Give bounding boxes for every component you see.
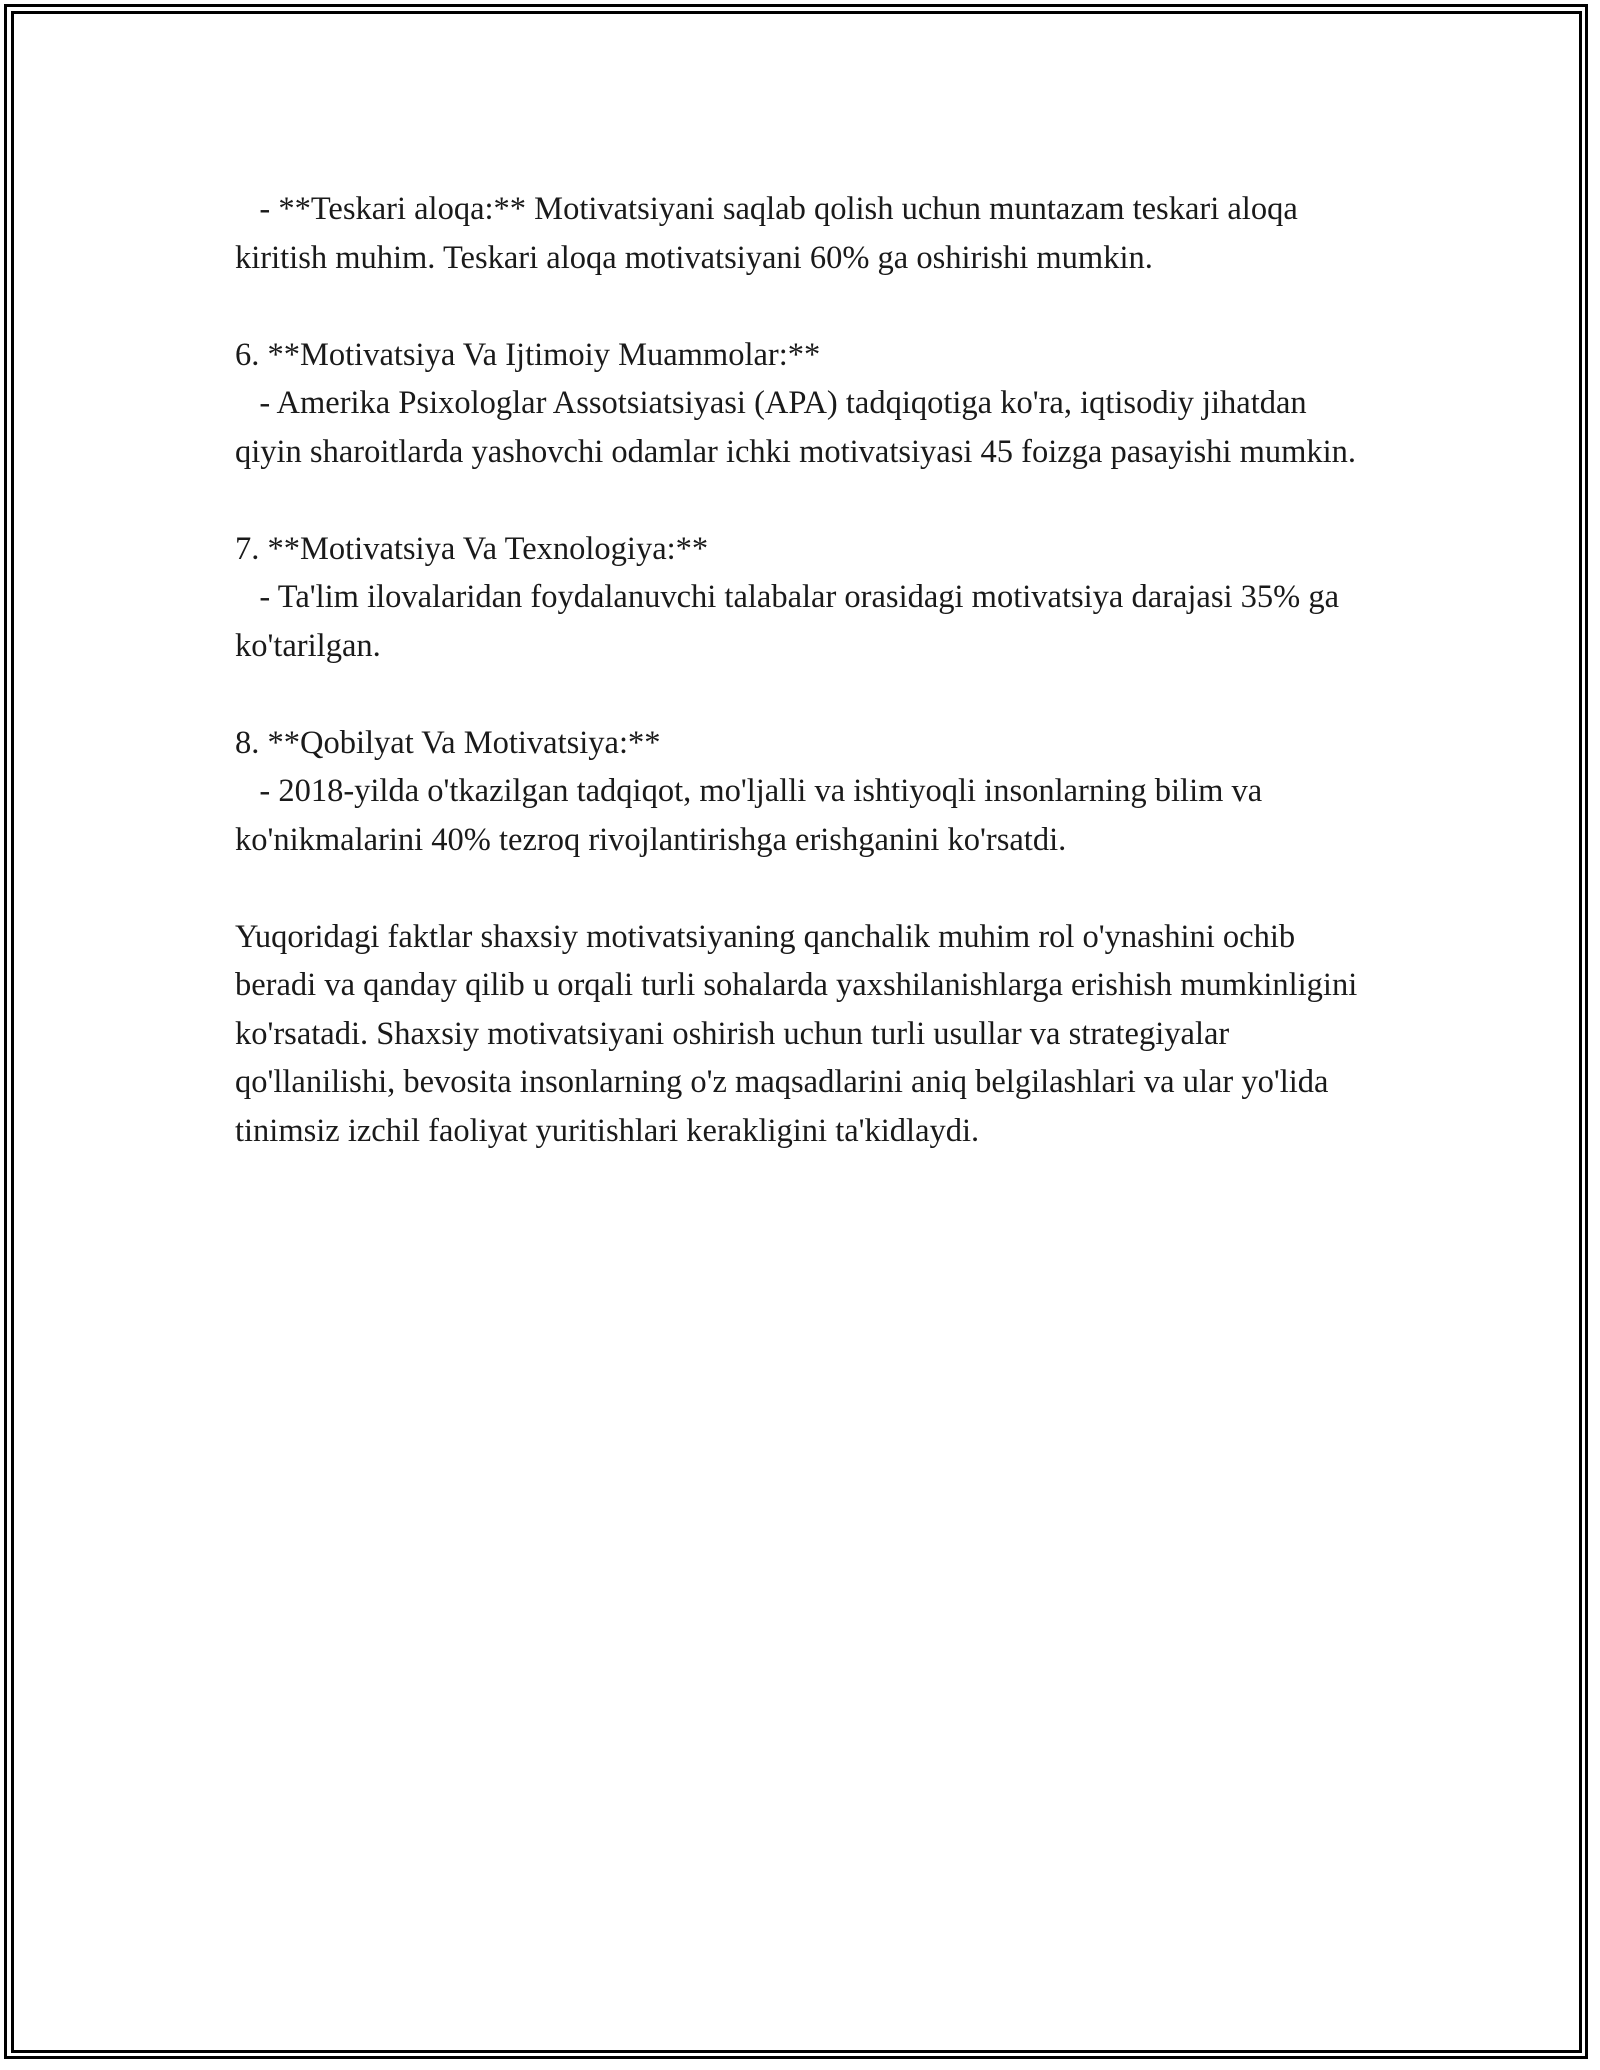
bullet-section-8: - 2018-yilda o'tkazilgan tadqiqot, mo'ljalli va ishtiyoqli insonlarning bilim va ko'nikmalarini 40% tezroq rivojlantirishga erishganini ko'rsatdi. — [235, 773, 1271, 858]
blank-line — [235, 670, 1375, 719]
heading-section-8: 8. **Qobilyat Va Motivatsiya:** — [235, 724, 661, 761]
document-body — [235, 185, 1375, 1155]
bullet-teskari-aloqa: - **Teskari aloqa:** Motivatsiyani saqlab qolish uchun muntazam teskari aloqa kiritish muhim. Teskari aloqa motivatsiyani 60% ga oshirishi mumkin. — [235, 191, 1306, 276]
blank-line — [235, 476, 1375, 525]
blank-line — [235, 864, 1375, 913]
heading-section-7: 7. **Motivatsiya Va Texnologiya:** — [235, 530, 709, 567]
conclusion-paragraph: Yuqoridagi faktlar shaxsiy motivatsiyaning qanchalik muhim rol o'ynashini ochib beradi va qanday qilib u orqali turli sohalarda yaxshilanishlarga erishish mumkinligini ko'rsatadi. Shaxsiy motivatsiyani oshirish uchun turli usullar va strategiyalar qo'llanilishi, bevosita insonlarning o'z maqsadlarini aniq belgilashlari va ular yo'lida tinimsiz izchil faoliyat yuritishlari kerakligini ta'kidlaydi. — [235, 918, 1366, 1149]
blank-line — [235, 282, 1375, 331]
bullet-section-6: - Amerika Psixologlar Assotsiatsiyasi (APA) tadqiqotiga ko'ra, iqtisodiy jihatdan qiyin sharoitlarda yashovchi odamlar ichki motivatsiyasi 45 foizga pasayishi mumkin. — [235, 385, 1357, 470]
heading-section-6: 6. **Motivatsiya Va Ijtimoiy Muammolar:** — [235, 336, 821, 373]
bullet-section-7: - Ta'lim ilovalaridan foydalanuvchi talabalar orasidagi motivatsiya darajasi 35% ga ko'tarilgan. — [235, 579, 1348, 664]
